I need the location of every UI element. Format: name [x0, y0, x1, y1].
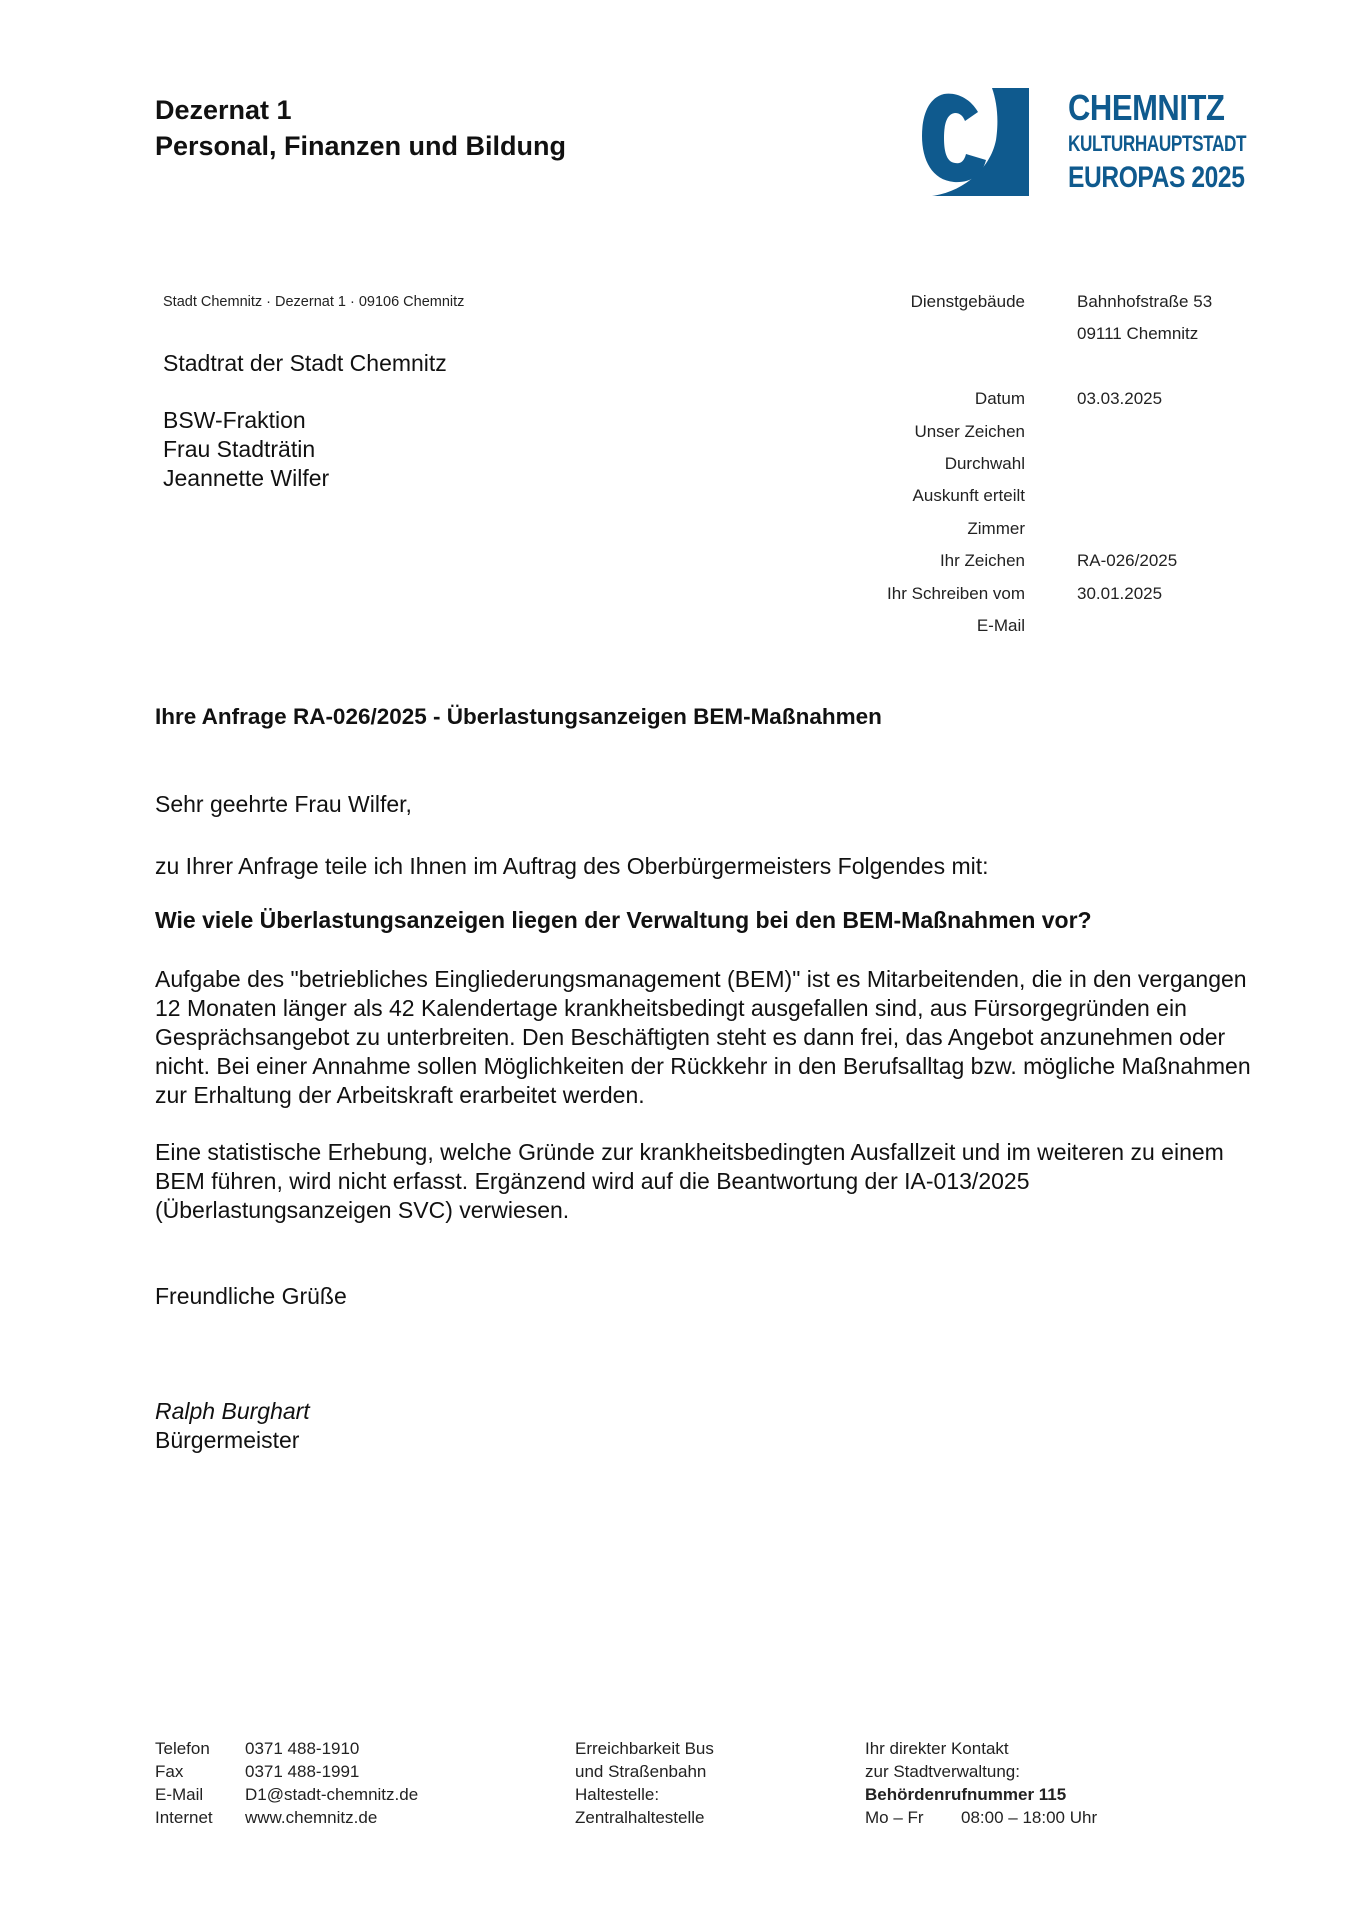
info-row	[860, 452, 1212, 484]
sender-return-address: Stadt Chemnitz · Dezernat 1 · 09106 Chemnitz	[163, 294, 465, 310]
info-row	[860, 420, 1212, 452]
salutation: Sehr geehrte Frau Wilfer,	[155, 791, 412, 817]
answer-paragraph-2: Eine statistische Erhebung, welche Gründe zur krankheitsbedingten Ausfallzeit und im weiteren zu einem BEM führen, wird nicht erfasst. Ergänzend wird auf die Beantwortung der IA-013/2025 (Überlastungsanzeigen SVC) verwiesen.	[155, 1139, 1224, 1223]
info-row	[860, 322, 1212, 354]
info-label: Dienstgebäude	[910, 292, 1025, 311]
info-row	[860, 517, 1212, 549]
info-value	[1077, 484, 1212, 516]
info-value	[1077, 355, 1212, 387]
chemnitz-c-logo-icon	[922, 88, 1029, 196]
footer-contact-label: Telefon	[155, 1739, 210, 1758]
info-row	[860, 582, 1212, 614]
info-value: 30.01.2025	[1077, 583, 1163, 603]
info-label: Unser Zeichen	[914, 421, 1025, 441]
city-logo	[922, 88, 1262, 200]
logo-wordmark	[1068, 88, 1296, 196]
authority-hotline: Behördenrufnummer 115	[865, 1785, 1067, 1804]
info-row	[860, 484, 1212, 516]
footer-direct-contact	[865, 1737, 1097, 1829]
info-label: Datum	[974, 389, 1025, 409]
direct-contact-line: zur Stadtverwaltung:	[865, 1762, 1020, 1781]
department-heading	[155, 92, 566, 164]
info-row	[860, 614, 1212, 646]
recipient-title: Frau Stadträtin	[163, 436, 316, 462]
info-label: Auskunft erteilt	[912, 486, 1025, 506]
transit-stop: Zentralhaltestelle	[575, 1808, 705, 1827]
info-label: Zimmer	[967, 518, 1025, 538]
info-value: 03.03.2025	[1077, 389, 1163, 409]
info-value	[1077, 517, 1212, 549]
footer-contact	[155, 1737, 418, 1829]
info-value: 09111 Chemnitz	[1077, 324, 1199, 344]
info-label: E-Mail	[976, 615, 1025, 635]
logo-tagline: KULTURHAUPTSTADT	[1068, 131, 1247, 156]
footer-contact-label: Internet	[155, 1808, 213, 1827]
signer-name: Ralph Burghart	[155, 1398, 310, 1424]
info-value	[1077, 614, 1212, 646]
recipient-address	[163, 349, 447, 493]
transit-line: Haltestelle:	[575, 1785, 660, 1804]
transit-line: Erreichbarkeit Bus	[575, 1739, 714, 1758]
footer-contact-label: E-Mail	[155, 1785, 204, 1804]
office-hours	[865, 1806, 1097, 1829]
footer-contact-value: 0371 488-1991	[245, 1762, 360, 1781]
footer-transit	[575, 1737, 714, 1829]
reference-info-table	[860, 290, 1212, 646]
info-value	[1077, 420, 1212, 452]
intro-paragraph: zu Ihrer Anfrage teile ich Ihnen im Auftrag des Oberbürgermeisters Folgendes mit:	[155, 853, 989, 879]
info-row	[860, 387, 1212, 419]
logo-city-name: CHEMNITZ	[1068, 87, 1225, 128]
letter-subject: Ihre Anfrage RA-026/2025 - Überlastungsanzeigen BEM-Maßnahmen	[155, 704, 882, 729]
closing: Freundliche Grüße	[155, 1283, 347, 1309]
footer-contact-label: Fax	[155, 1762, 184, 1781]
department-name: Dezernat 1	[155, 95, 292, 125]
transit-line: und Straßenbahn	[575, 1762, 707, 1781]
department-subtitle: Personal, Finanzen und Bildung	[155, 131, 567, 161]
footer-contact-value: www.chemnitz.de	[245, 1808, 378, 1827]
info-value: RA-026/2025	[1077, 551, 1178, 571]
direct-contact-line: Ihr direkter Kontakt	[865, 1739, 1009, 1758]
footer-contact-value: 0371 488-1910	[245, 1739, 360, 1758]
recipient-name: Jeannette Wilfer	[163, 465, 330, 491]
footer-contact-row	[155, 1760, 418, 1783]
answer-paragraph-1: Aufgabe des "betriebliches Eingliederungsmanagement (BEM)" ist es Mitarbeitenden, die in den vergangen 12 Monaten länger als 42 Kalendertage krankheitsbedingt ausgefallen sind, aus Fürsorgegründen ein Gesprächsangebot zu unterbreiten. Den Beschäftigten steht es dann frei, das Angebot anzunehmen oder nicht. Bei einer Annahme sollen Möglichkeiten der Rückkehr in den Berufsalltag bzw. mögliche Maßnahmen zur Erhaltung der Arbeitskraft erarbeitet werden.	[155, 966, 1251, 1108]
footer-contact-row	[155, 1806, 418, 1829]
info-value: Bahnhofstraße 53	[1077, 292, 1213, 311]
info-label: Ihr Schreiben vom	[887, 583, 1025, 603]
question-heading: Wie viele Überlastungsanzeigen liegen der Verwaltung bei den BEM-Maßnahmen vor?	[155, 907, 1092, 933]
info-row	[860, 549, 1212, 581]
info-row	[860, 290, 1212, 322]
footer-contact-row	[155, 1737, 418, 1760]
office-times: 08:00 – 18:00 Uhr	[961, 1808, 1098, 1827]
info-label	[860, 355, 1077, 387]
footer-contact-value: D1@stadt-chemnitz.de	[245, 1785, 419, 1804]
logo-year: EUROPAS 2025	[1068, 161, 1245, 194]
office-days: Mo – Fr	[865, 1808, 924, 1827]
recipient-faction: BSW-Fraktion	[163, 407, 306, 433]
info-label: Ihr Zeichen	[939, 551, 1025, 571]
recipient-organization: Stadtrat der Stadt Chemnitz	[163, 350, 447, 376]
info-row	[860, 355, 1212, 387]
signer-role: Bürgermeister	[155, 1427, 300, 1453]
footer-contact-row	[155, 1783, 418, 1806]
info-value	[1077, 452, 1212, 484]
info-label: Durchwahl	[944, 453, 1025, 473]
info-label	[860, 322, 1077, 354]
